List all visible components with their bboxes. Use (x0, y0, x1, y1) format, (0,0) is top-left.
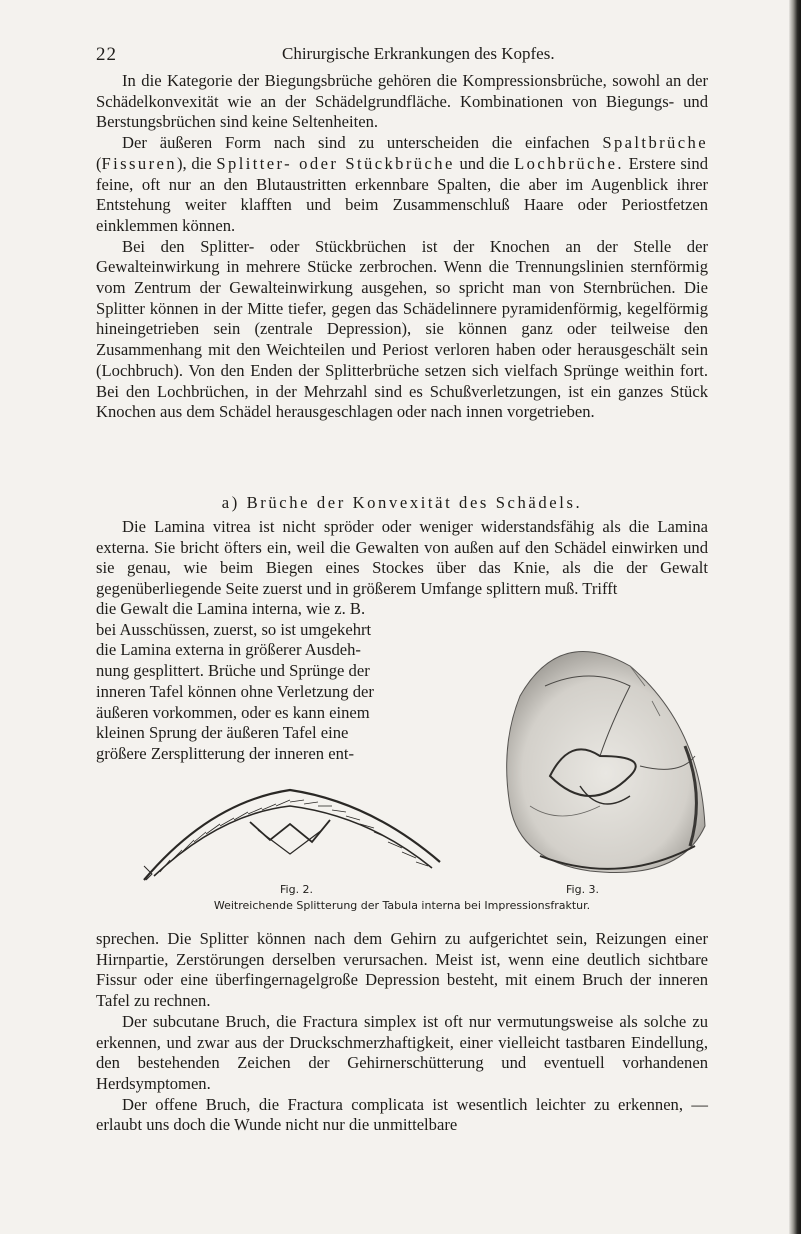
paragraph-2 (96, 133, 708, 237)
wrap-line: inneren Tafel können ohne Verletzung der (96, 681, 374, 701)
text-block-middle (96, 517, 708, 600)
figure-2-label: Fig. 2. (280, 883, 314, 896)
paragraph-3: Bei den Splitter- oder Stückbrüchen ist der Knochen an der Stelle der Gewalteinwirkung in mehrere Stücke zerbrochen. Wenn die Trennungslinien sternförmig vom Zentrum der Gewalteinwirkung ausgehen, so spricht man von Sternbrüchen. Die Splitter können in der Mitte tiefer, gegen das Schädelinnere pyramidenförmig, kegelförmig hineingetrieben sein (zentrale Depression), sie können ganz oder teilweise den Zusammenhang mit den Weichteilen und Periost verloren haben oder herausgeschält sein (Lochbruch). Von den Enden der Splitterbrüche setzen sich vielfach Sprünge weithin fort. Bei den Lochbrüchen, in der Mehrzahl sind es Schußverletzungen, ist ein ganzes Stück Knochen aus dem Schädel herausgeschlagen oder nach innen vorgetrieben. (96, 236, 708, 422)
figure-caption: Weitreichende Splitterung der Tabula interna bei Impressionsfraktur. (213, 899, 591, 912)
text-run: und die (454, 153, 515, 173)
wrap-line: bei Ausschüssen, zuerst, so ist umgekehrt (96, 619, 372, 639)
wrap-line: nung gesplittert. Brüche und Sprünge der (96, 661, 370, 681)
paragraph-1: In die Kategorie der Biegungsbrüche gehören die Kompressionsbrüche, sowohl an der Schädelkonvexität wie an der Schädelgrundfläche. Kombinationen von Biegungs- und Berstungsbrüchen sind keine Seltenheiten. (96, 71, 708, 132)
figure-2-illustration (140, 762, 450, 882)
figure-3-label: Fig. 3. (566, 883, 600, 896)
paragraph-4: Die Lamina vitrea ist nicht spröder oder weniger widerstandsfähig als die Lamina externa. Sie bricht öfters ein, weil die Gewalten von außen auf den Schädel einwirken und sie genau, wie beim Biegen eines Stockes über das Knie, als die der Gewalt gegenüberliegende Seite zuerst und in größerem Umfange splittern muß. Trifft (96, 517, 708, 599)
page-header (96, 44, 706, 70)
section-heading: a) Brüche der Konvexität des Schädels. (221, 493, 583, 512)
wrap-line: kleinen Sprung der äußeren Tafel eine (96, 723, 349, 743)
wrapped-text-column (96, 599, 374, 765)
wrap-line: größere Zersplitterung der inneren ent- (96, 743, 355, 763)
text-run: ), die (176, 153, 217, 173)
wrap-line: äußeren vorkommen, oder es kann einem (96, 702, 370, 722)
text-run: ( (96, 153, 102, 173)
wrap-line: die Lamina externa in größerer Ausdeh- (96, 640, 361, 660)
term-lochbrueche: Lochbrüche. (514, 153, 624, 173)
paragraph-7: Der offene Bruch, die Fractura complicata ist wesentlich leichter zu erkennen, — erlaubt uns doch die Wunde nicht nur die unmittelbare (96, 1094, 708, 1135)
page-number: 22 (96, 44, 117, 65)
running-head: Chirurgische Erkrankungen des Kopfes. (282, 44, 555, 63)
text-run: Der äußeren Form nach sind zu unterscheiden die einfachen (122, 133, 603, 153)
term-splitterbrueche: Splitter- oder Stückbrüche (216, 153, 455, 173)
text-block-bottom (96, 929, 708, 1136)
term-fissuren: Fissuren (101, 153, 177, 173)
text-block-top (96, 71, 708, 423)
paragraph-5: sprechen. Die Splitter können nach dem Gehirn zu aufgerichtet sein, Reizungen einer Hirnpartie, Zerstörungen derselben verursachen. Meist ist, wenn eine deutlich sichtbare Fissur oder eine überfingernagelgroße Depression besteht, mit einem Bruch der inneren Tafel zu rechnen. (96, 929, 708, 1011)
term-spaltbrueche: Spaltbrüche (602, 133, 708, 153)
wrap-line: die Gewalt die Lamina interna, wie z. B. (96, 599, 366, 618)
page-edge-shadow (789, 0, 801, 1234)
text-run: Erstere sind feine, oft nur an den Blutaustritten erkennbare Spalten, die aber im Augenblick ihrer Entstehung weiter klafften und beim Zusammenschluß Haare oder Periostfetzen einklemmen können. (96, 153, 708, 235)
figure-3-illustration (480, 606, 715, 881)
paragraph-6: Der subcutane Bruch, die Fractura simplex ist oft nur vermutungsweise als solche zu erkennen, und zwar aus der Druckschmerzhaftigkeit, einer vielleicht tastbaren Eindellung, den bestehenden Zeichen der Gehirnerschütterung und eventuell vorhandenen Herdsymptomen. (96, 1011, 708, 1093)
